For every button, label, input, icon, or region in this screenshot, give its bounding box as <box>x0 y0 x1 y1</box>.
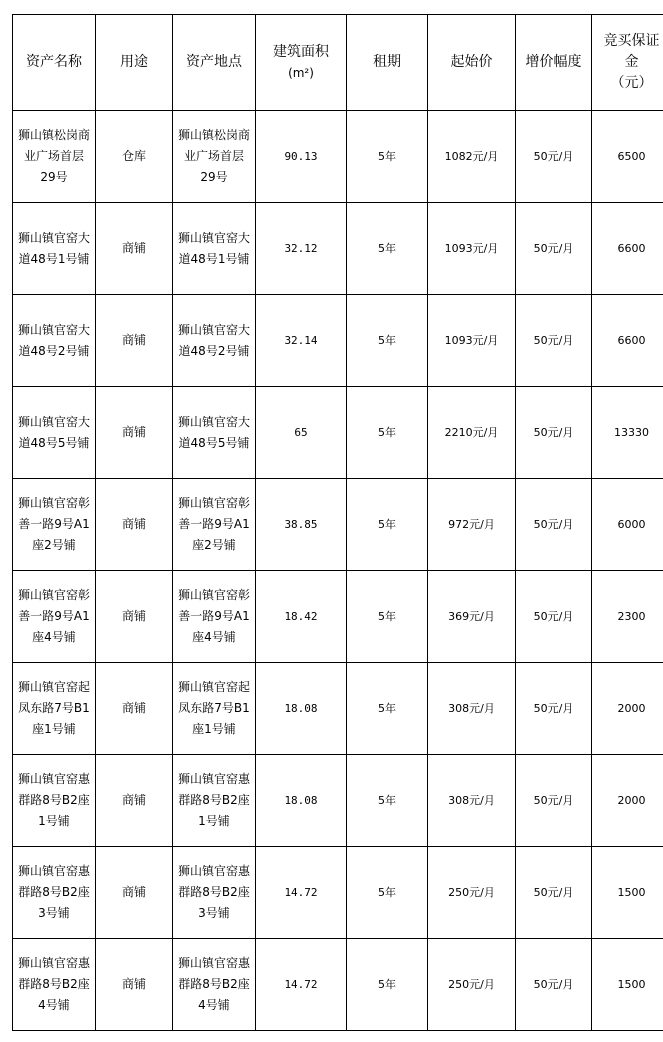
cell-start-price: 1093元/月 <box>428 295 516 387</box>
cell-start-price: 1093元/月 <box>428 203 516 295</box>
cell-location: 狮山镇官窑惠群路8号B2座1号铺 <box>173 755 256 847</box>
cell-asset-name: 狮山镇松岗商业广场首层29号 <box>13 111 96 203</box>
cell-location: 狮山镇松岗商业广场首层29号 <box>173 111 256 203</box>
cell-usage: 商铺 <box>96 295 173 387</box>
header-term: 租期 <box>347 15 428 111</box>
cell-deposit: 2300 <box>592 571 663 663</box>
cell-term: 5年 <box>347 203 428 295</box>
table-row <box>13 755 663 847</box>
cell-term: 5年 <box>347 571 428 663</box>
cell-asset-name: 狮山镇官窑起凤东路7号B1座1号铺 <box>13 663 96 755</box>
cell-usage: 商铺 <box>96 755 173 847</box>
cell-usage: 商铺 <box>96 479 173 571</box>
cell-area: 18.08 <box>256 663 347 755</box>
cell-deposit: 6600 <box>592 295 663 387</box>
cell-deposit: 2000 <box>592 755 663 847</box>
cell-deposit: 1500 <box>592 939 663 1031</box>
cell-term: 5年 <box>347 755 428 847</box>
cell-location: 狮山镇官窑彰善一路9号A1座2号铺 <box>173 479 256 571</box>
cell-term: 5年 <box>347 663 428 755</box>
cell-usage: 商铺 <box>96 939 173 1031</box>
cell-asset-name: 狮山镇官窑惠群路8号B2座4号铺 <box>13 939 96 1031</box>
cell-usage: 商铺 <box>96 203 173 295</box>
header-location: 资产地点 <box>173 15 256 111</box>
cell-location: 狮山镇官窑惠群路8号B2座3号铺 <box>173 847 256 939</box>
header-deposit: 竞买保证 金 （元） <box>592 15 663 111</box>
cell-deposit: 6500 <box>592 111 663 203</box>
cell-asset-name: 狮山镇官窑彰善一路9号A1座2号铺 <box>13 479 96 571</box>
cell-deposit: 13330 <box>592 387 663 479</box>
cell-location: 狮山镇官窑起凤东路7号B1座1号铺 <box>173 663 256 755</box>
header-usage: 用途 <box>96 15 173 111</box>
cell-term: 5年 <box>347 387 428 479</box>
cell-start-price: 250元/月 <box>428 939 516 1031</box>
cell-usage: 商铺 <box>96 571 173 663</box>
header-start-price: 起始价 <box>428 15 516 111</box>
table-row <box>13 663 663 755</box>
header-row <box>13 15 663 111</box>
cell-location: 狮山镇官窑大道48号1号铺 <box>173 203 256 295</box>
cell-asset-name: 狮山镇官窑惠群路8号B2座1号铺 <box>13 755 96 847</box>
table-row <box>13 847 663 939</box>
table-row <box>13 111 663 203</box>
cell-location: 狮山镇官窑彰善一路9号A1座4号铺 <box>173 571 256 663</box>
cell-increment: 50元/月 <box>516 663 592 755</box>
cell-usage: 商铺 <box>96 847 173 939</box>
cell-deposit: 6600 <box>592 203 663 295</box>
cell-start-price: 369元/月 <box>428 571 516 663</box>
cell-usage: 商铺 <box>96 387 173 479</box>
cell-deposit: 1500 <box>592 847 663 939</box>
cell-deposit: 6000 <box>592 479 663 571</box>
cell-area: 65 <box>256 387 347 479</box>
table-row <box>13 203 663 295</box>
cell-area: 90.13 <box>256 111 347 203</box>
table-row <box>13 939 663 1031</box>
cell-asset-name: 狮山镇官窑大道48号1号铺 <box>13 203 96 295</box>
cell-increment: 50元/月 <box>516 847 592 939</box>
cell-term: 5年 <box>347 847 428 939</box>
cell-start-price: 972元/月 <box>428 479 516 571</box>
header-area: 建筑面积 (m²) <box>256 15 347 111</box>
cell-location: 狮山镇官窑惠群路8号B2座4号铺 <box>173 939 256 1031</box>
cell-deposit: 2000 <box>592 663 663 755</box>
cell-increment: 50元/月 <box>516 111 592 203</box>
cell-start-price: 308元/月 <box>428 755 516 847</box>
cell-area: 32.12 <box>256 203 347 295</box>
cell-location: 狮山镇官窑大道48号2号铺 <box>173 295 256 387</box>
asset-lease-table <box>12 14 663 1031</box>
cell-area: 14.72 <box>256 939 347 1031</box>
cell-increment: 50元/月 <box>516 203 592 295</box>
cell-start-price: 250元/月 <box>428 847 516 939</box>
cell-increment: 50元/月 <box>516 939 592 1031</box>
cell-usage: 商铺 <box>96 663 173 755</box>
cell-increment: 50元/月 <box>516 387 592 479</box>
cell-increment: 50元/月 <box>516 755 592 847</box>
cell-asset-name: 狮山镇官窑彰善一路9号A1座4号铺 <box>13 571 96 663</box>
table-row <box>13 295 663 387</box>
cell-term: 5年 <box>347 939 428 1031</box>
table-header <box>13 15 663 111</box>
cell-increment: 50元/月 <box>516 479 592 571</box>
cell-asset-name: 狮山镇官窑大道48号5号铺 <box>13 387 96 479</box>
cell-start-price: 1082元/月 <box>428 111 516 203</box>
cell-term: 5年 <box>347 295 428 387</box>
cell-area: 14.72 <box>256 847 347 939</box>
table-row <box>13 387 663 479</box>
cell-asset-name: 狮山镇官窑大道48号2号铺 <box>13 295 96 387</box>
cell-start-price: 2210元/月 <box>428 387 516 479</box>
header-increment: 增价幅度 <box>516 15 592 111</box>
cell-area: 18.42 <box>256 571 347 663</box>
cell-area: 32.14 <box>256 295 347 387</box>
table-body <box>13 111 663 1031</box>
header-asset-name: 资产名称 <box>13 15 96 111</box>
table-row <box>13 479 663 571</box>
cell-location: 狮山镇官窑大道48号5号铺 <box>173 387 256 479</box>
cell-increment: 50元/月 <box>516 295 592 387</box>
table-row <box>13 571 663 663</box>
cell-area: 38.85 <box>256 479 347 571</box>
cell-increment: 50元/月 <box>516 571 592 663</box>
cell-term: 5年 <box>347 479 428 571</box>
cell-area: 18.08 <box>256 755 347 847</box>
cell-term: 5年 <box>347 111 428 203</box>
cell-usage: 仓库 <box>96 111 173 203</box>
cell-asset-name: 狮山镇官窑惠群路8号B2座3号铺 <box>13 847 96 939</box>
cell-start-price: 308元/月 <box>428 663 516 755</box>
